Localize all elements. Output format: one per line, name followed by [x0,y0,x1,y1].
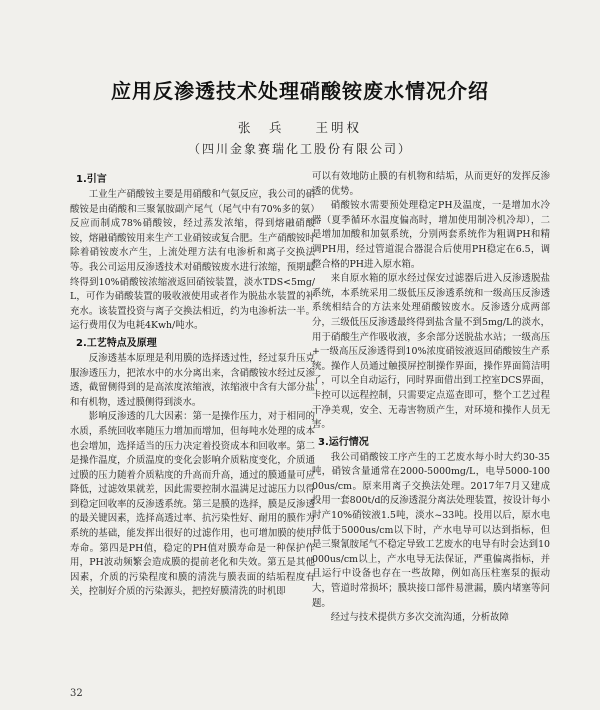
section-heading: 2.工艺特点及原理 [76,337,157,349]
right-column [312,170,550,626]
page-number: 32 [70,688,83,699]
article-authors: 张 兵 王明权 [237,120,362,135]
section-heading: 3.运行情况 [318,436,369,448]
body-paragraph: 工业生产硝酸铵主要是用硝酸和气氨反应，我公司的硝酸铵是由硝酸和三聚氰胺副产尾气（尾气中有70%多的氨）反应而制成78%硝酸铵，经过蒸发浓缩，得到熔融硝酸铵，熔融硝酸铵用来生产工业硝铵或复合肥。生产硝酸铵时除着硝铵废水产生，上流处理方法有电渗析和离子交换法等。我公司运用反渗透技术对硝酸铵废水进行浓缩，预期最终得到10%硝酸铵浓缩液返回硝铵装置，淡水TDS<5mg/L，可作为硝酸装置的吸收液使用或者作为脱盐水装置的补充水。该装置投资与离子交换法相近，约为电渗析法一半。运行费用仅为电耗4Kwh/吨水。 [70,189,315,332]
article-affiliation: （四川金象赛瑞化工股份有限公司） [187,142,412,156]
body-paragraph: 影响反渗透的几大因素：第一是操作压力，对于相同的水质，系统回收率随压力增加而增加，但每吨水处理的成本也会增加，选择适当的压力决定着投资成本和回收率。第二是操作温度，介质温度的变化会影响介质粘度变化，介质通过膜的压力随着介质粘度的升高而升高，通过的膜通量可应降低，过滤效果就差，因此需要控制水温满足过滤压力以得到稳定回收率的反渗透系统。第三是膜的选择，膜是反渗透的最关键因素，选择高透过率、抗污染性好、耐用的膜作为系统的基础，能发挥出很好的过滤作用，也可增加膜的使用寿命。第四是PH值，稳定的PH值对膜寿命是一种保护作用，PH波动频繁会造成膜的提前老化和失效。第五是其他因素，介质的污染程度和膜的清洗与膜表面的结垢程度有关，控制好介质的污染源头，把控好膜清洗的时机即 [70,411,315,598]
body-paragraph: 反渗透基本原理是利用膜的选择透过性，经过泵升压克服渗透压力，把浓水中的水分离出来，含硝酸铵水经过反渗透，截留侧得到的是高浓度浓缩液，浓缩液中含有大部分盐和有机物，透过膜侧得到淡水。 [70,352,315,408]
body-paragraph: 我公司硝酸铵工序产生的工艺废水每小时大约30-35吨，硝铵含量通常在2000-5000mg/L，电导5000-10000us/cm。原来用离子交换法处理。2017年7月又建成投用一套800t/d的反渗透混分离法处理装置，按设计每小时产10%硝铵液1.5吨，淡水~33吨。投用以后，原水电导低于5000us/cm以下时，产水电导可以达到指标，但是三聚氰胺尾气不稳定导致工艺废水的电导有时会达到10000us/cm以上，产水电导无法保证，严重偏离指标，并且运行中设备也存在一些故障，例如高压柱塞泵的振动大，管道时常损坏；膜块接口部件易泄漏，膜内堵塞等问题。 [312,451,550,609]
body-paragraph: 硝酸铵水需要预处理稳定PH及温度，一是增加水冷器（夏季循环水温度偏高时，增加使用制冷机冷却），二是增加加酸和加氨系统，分别两套系统作为粗调PH和精调PH用，经过管道混合器混合后使用PH稳定在6.5，调整合格的PH进入原水箱。 [312,200,550,270]
article-title: 应用反渗透技术处理硝酸铵废水情况介绍 [111,79,489,103]
section-heading: 1.引言 [76,174,107,185]
body-paragraph: 来自原水箱的原水经过保安过滤器后进入反渗透脱盐系统，本系统采用二级低压反渗透系统和一级高压反渗透系统相结合的方法来处理硝酸铵废水。反渗透分成两部分，三级低压反渗透最终得到盐含量不到5mg/L的淡水，用于硝酸生产作吸收液，多余部分送脱盐水站；一级高压+一级高压反渗透得到10%浓度硝铵液返回硝酸铵生产系统。操作人员通过触摸屏控制操作界面，操作界面简洁明了，可以全自动运行，同时界面借出到工控室DCS界面，卡控可以远程控制，只需要定点巡查即可，整个工艺过程干净美观，安全、无毒害物质产生，对环境和操作人员无害。 [312,273,550,431]
left-column [70,170,315,600]
body-paragraph: 经过与技术提供方多次交流沟通，分析故障 [330,612,509,624]
body-paragraph-continued: 可以有效地防止膜的有机物和结垢，从而更好的发挥反渗透的优势。 [312,171,550,197]
